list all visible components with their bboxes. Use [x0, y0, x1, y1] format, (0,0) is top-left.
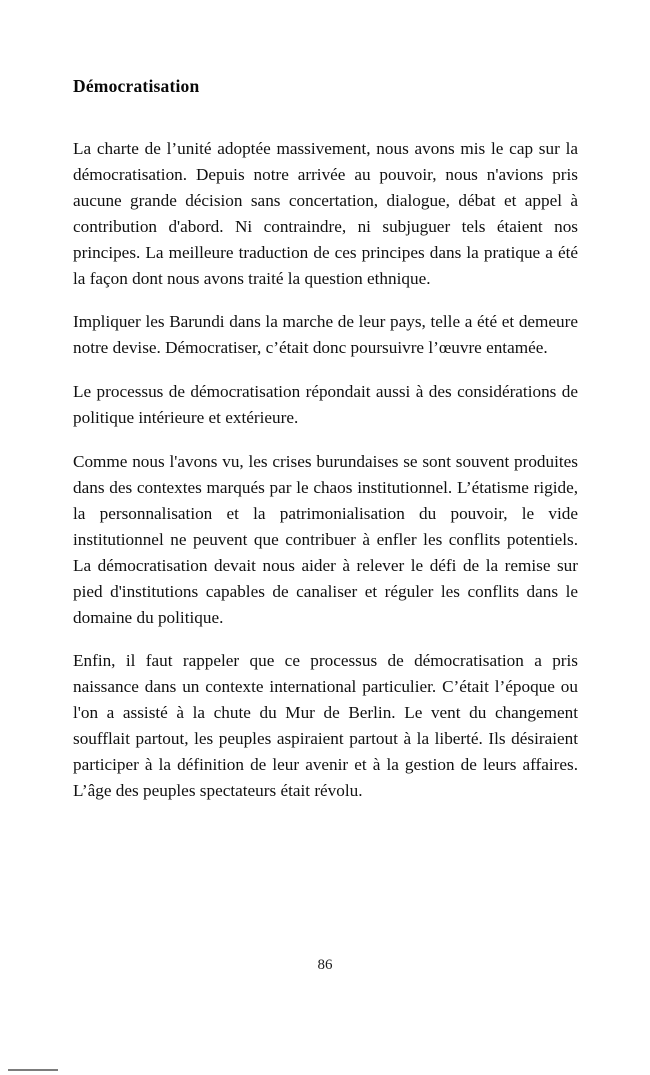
body-paragraph: Comme nous l'avons vu, les crises burundaises se sont souvent produites dans des contextes marqués par le chaos institutionnel. L’étatisme rigide, la personnalisation et la patrimonialisation du pouvoir, le vide institutionnel ne peuvent que contribuer à enfler les conflits potentiels. La démocratisation devait nous aider à relever le défi de la remise sur pied d'institutions capables de canaliser et réguler les conflits dans le domaine du politique. [73, 452, 578, 627]
body-paragraph: La charte de l’unité adoptée massivement, nous avons mis le cap sur la démocratisation. Depuis notre arrivée au pouvoir, nous n'avions pris aucune grande décision sans concertation, dialogue, débat et appel à contribution d'abord. Ni contraindre, ni subjuguer tels étaient nos principes. La meilleure traduction de ces principes dans la pratique a été la façon dont nous avons traité la question ethnique. [73, 139, 578, 288]
page-title: Démocratisation [73, 76, 200, 96]
text-column [73, 74, 578, 804]
scan-edge-artifact [8, 1069, 58, 1071]
body-paragraph: Enfin, il faut rappeler que ce processus de démocratisation a pris naissance dans un contexte international particulier. C’était l’époque ou l'on a assisté à la chute du Mur de Berlin. Le vent du changement soufflait partout, les peuples aspiraient partout à la liberté. Ils désiraient participer à la définition de leur avenir et à la gestion de leurs affaires. L’âge des peuples spectateurs était révolu. [73, 651, 578, 800]
body-paragraph: Impliquer les Barundi dans la marche de leur pays, telle a été et demeure notre devise. Démocratiser, c’était donc poursuivre l’œuvre entamée. [73, 312, 578, 358]
body-paragraph: Le processus de démocratisation répondait aussi à des considérations de politique intérieure et extérieure. [73, 382, 578, 428]
page-number: 86 [317, 957, 333, 973]
